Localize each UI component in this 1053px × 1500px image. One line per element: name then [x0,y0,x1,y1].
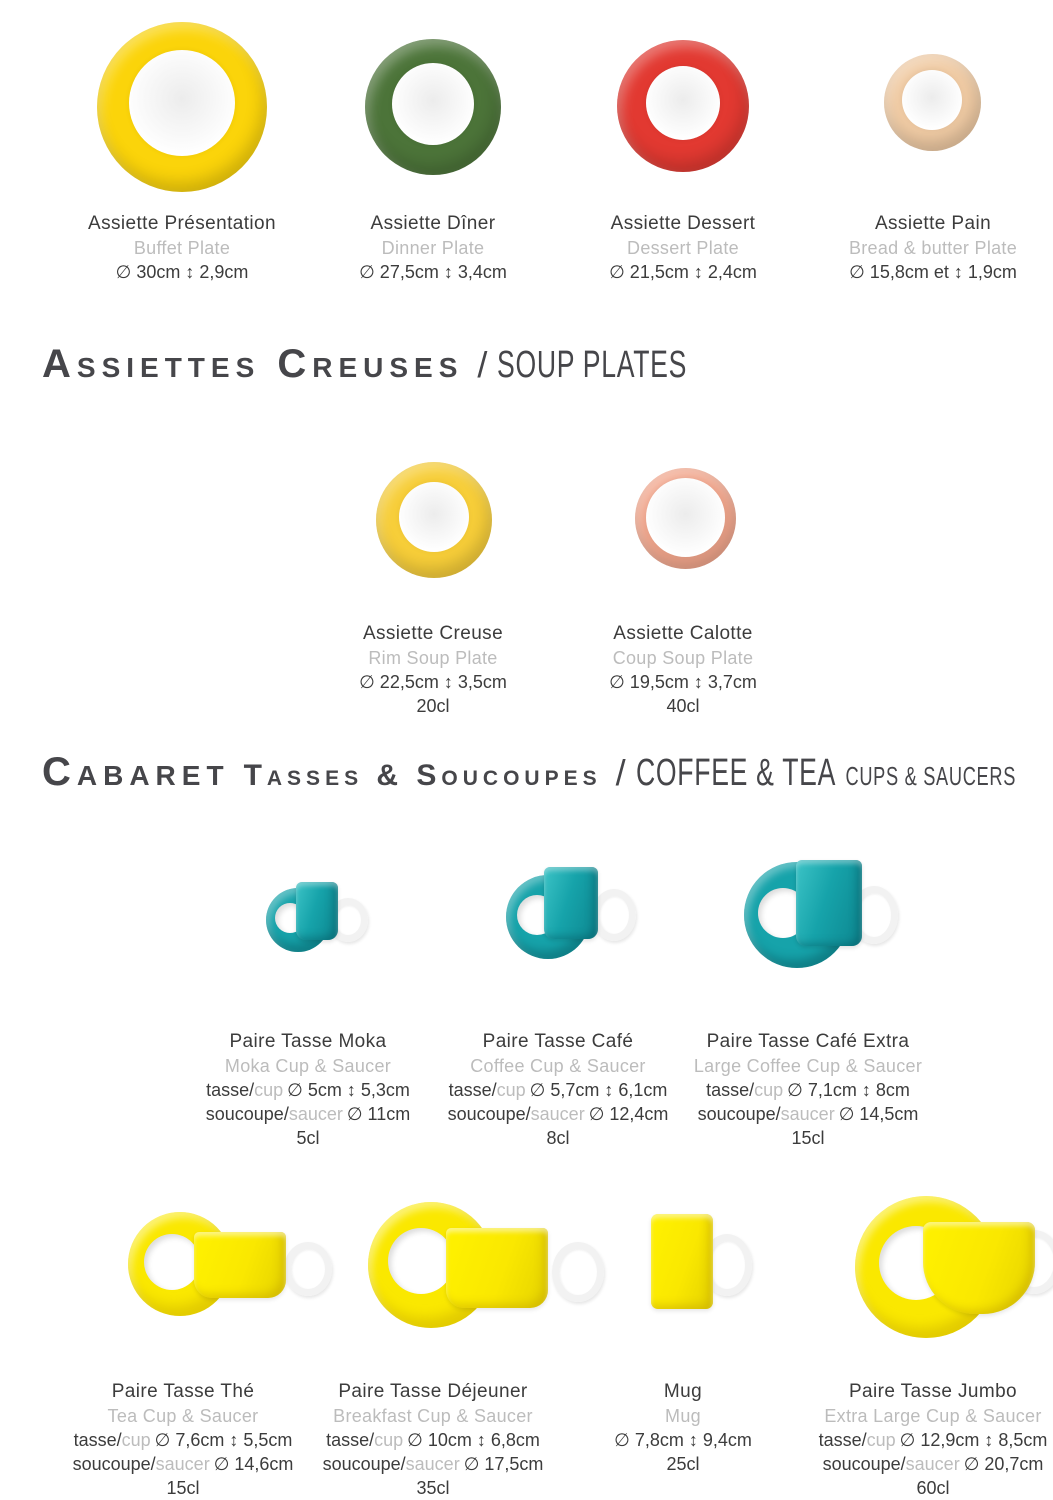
product-dimensions: ∅ 21,5cm ↕ 2,4cm [609,262,757,282]
cup [544,867,598,939]
product-mug [558,1380,808,1476]
product-buffet-plate [57,212,307,284]
product-capacity: 20cl [416,696,450,716]
heading-en-sub: CUPS & SAUCERS [845,761,1016,791]
product-capacity: 8cl [546,1128,570,1148]
jumbo-cup-saucer-image [845,1196,1053,1341]
product-dimensions: ∅ 15,8cm et ↕ 1,9cm [849,262,1017,282]
heading-separator: / [477,344,488,385]
cup-handle [284,1242,332,1296]
product-dimensions: ∅ 22,5cm ↕ 3,5cm [359,672,507,692]
cup [296,882,338,940]
product-name-fr: Paire Tasse Thé [111,1381,255,1402]
product-name-fr: Assiette Calotte [613,623,753,644]
product-jumbo-cup [808,1380,1053,1500]
cup-handle [552,1242,604,1302]
product-dinner-plate [308,212,558,284]
product-name-fr: Paire Tasse Déjeuner [338,1381,528,1402]
bread-plate-image [884,54,981,151]
cup-dimensions: tasse/cup ∅ 5cm ↕ 5,3cm [206,1080,410,1100]
large-coffee-cup-saucer-image [742,858,892,970]
heading-separator: / [615,752,626,793]
product-coup-soup-plate [558,622,808,718]
product-capacity: 5cl [296,1128,320,1148]
product-name-en: Dinner Plate [381,238,485,258]
rim-soup-plate-image [376,462,492,578]
saucer-dimensions: soucoupe/saucer ∅ 20,7cm [822,1454,1044,1474]
section-heading-cups-saucers [42,750,1053,795]
coffee-cup-saucer-image [500,865,630,960]
coup-soup-plate-image [635,468,736,569]
product-name-fr: Assiette Dîner [370,213,496,234]
product-name-en: Moka Cup & Saucer [224,1056,392,1076]
product-large-coffee-cup [683,1030,933,1150]
product-capacity: 40cl [666,696,700,716]
section-heading-soup-plates [42,342,769,387]
heading-fr: Assiettes Creuses [42,342,464,386]
heading-fr: Tasses & Soucoupes [243,759,602,792]
product-name-fr: Assiette Présentation [88,213,276,234]
product-name-fr: Paire Tasse Moka [229,1031,387,1052]
moka-cup-saucer-image [258,878,368,956]
cup-handle [592,889,636,941]
plate-well [129,50,235,156]
product-capacity: 15cl [166,1478,200,1498]
product-coffee-cup [433,1030,683,1150]
plate-well [646,66,720,140]
saucer-dimensions: soucoupe/saucer ∅ 17,5cm [322,1454,544,1474]
product-bread-butter-plate [808,212,1053,284]
product-dimensions: ∅ 30cm ↕ 2,9cm [115,262,249,282]
plate-well [392,63,474,145]
product-dimensions: ∅ 27,5cm ↕ 3,4cm [359,262,507,282]
product-dimensions: ∅ 7,8cm ↕ 9,4cm [614,1430,752,1450]
product-dimensions: ∅ 19,5cm ↕ 3,7cm [609,672,757,692]
saucer-dimensions: soucoupe/saucer ∅ 11cm [205,1104,411,1124]
cup [796,860,862,946]
cup-dimensions: tasse/cup ∅ 7,1cm ↕ 8cm [706,1080,910,1100]
product-name-fr: Assiette Pain [874,213,992,234]
product-capacity: 35cl [416,1478,450,1498]
heading-brand: Cabaret [42,750,230,794]
dinner-plate-image [365,39,501,175]
product-name-en: Tea Cup & Saucer [107,1406,259,1426]
tea-cup-saucer-image [128,1210,328,1320]
heading-en: COFFEE & TEA [635,752,836,794]
cup [194,1232,286,1298]
plate-well [399,482,469,552]
cup [446,1228,548,1308]
buffet-plate-image [97,22,267,192]
mug-body [651,1214,713,1309]
product-name-en: Rim Soup Plate [368,648,498,668]
product-name-en: Mug [665,1406,701,1426]
saucer-well [144,1234,200,1290]
product-name-en: Bread & butter Plate [848,238,1018,258]
product-name-fr: Assiette Dessert [610,213,756,234]
product-name-en: Buffet Plate [133,238,231,258]
cup [923,1222,1035,1314]
cup-dimensions: tasse/cup ∅ 12,9cm ↕ 8,5cm [818,1430,1048,1450]
product-name-en: Coup Soup Plate [612,648,754,668]
product-capacity: 15cl [791,1128,825,1148]
product-name-fr: Mug [663,1381,703,1402]
breakfast-cup-saucer-image [368,1202,588,1332]
product-dessert-plate [558,212,808,284]
saucer-dimensions: soucoupe/saucer ∅ 12,4cm [447,1104,669,1124]
heading-en: SOUP PLATES [497,344,688,386]
product-name-fr: Assiette Creuse [362,623,504,644]
product-name-en: Dessert Plate [627,238,739,258]
product-name-fr: Paire Tasse Café Extra [706,1031,910,1052]
product-name-en: Breakfast Cup & Saucer [333,1406,533,1426]
product-name-en: Large Coffee Cup & Saucer [693,1056,923,1076]
dessert-plate-image [617,40,749,172]
product-moka-cup [183,1030,433,1150]
product-tea-cup [58,1380,308,1500]
cup-dimensions: tasse/cup ∅ 10cm ↕ 6,8cm [326,1430,540,1450]
plate-well [902,70,962,130]
product-name-fr: Paire Tasse Café [482,1031,634,1052]
plate-well [646,478,725,557]
saucer-dimensions: soucoupe/saucer ∅ 14,6cm [72,1454,294,1474]
product-name-fr: Paire Tasse Jumbo [848,1381,1018,1402]
product-name-en: Coffee Cup & Saucer [470,1056,646,1076]
saucer-well [388,1228,454,1294]
product-capacity: 25cl [666,1454,700,1474]
product-rim-soup-plate [308,622,558,718]
mug-image [640,1212,750,1312]
product-capacity: 60cl [916,1478,950,1498]
cup-dimensions: tasse/cup ∅ 7,6cm ↕ 5,5cm [73,1430,293,1450]
saucer-dimensions: soucoupe/saucer ∅ 14,5cm [697,1104,919,1124]
product-name-en: Extra Large Cup & Saucer [824,1406,1042,1426]
cup-dimensions: tasse/cup ∅ 5,7cm ↕ 6,1cm [448,1080,668,1100]
product-breakfast-cup [308,1380,558,1500]
